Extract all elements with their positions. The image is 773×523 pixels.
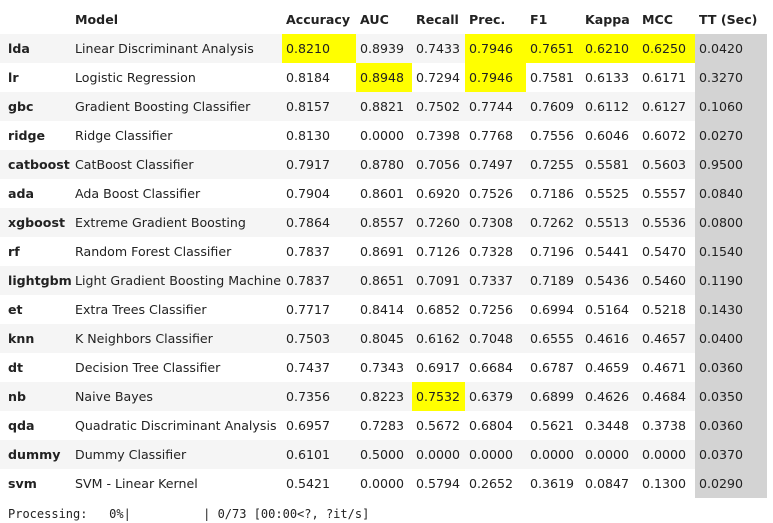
- row-index-cell: lda: [0, 34, 71, 63]
- row-index-cell: gbc: [0, 92, 71, 121]
- f1-cell: 0.6787: [526, 353, 581, 382]
- progress-label: Processing:: [8, 507, 88, 521]
- table-row: [0, 266, 767, 295]
- recall-cell: 0.7126: [412, 237, 465, 266]
- table-header-row: [0, 5, 767, 34]
- table-row: [0, 179, 767, 208]
- tt-cell: 0.0370: [695, 440, 767, 469]
- prec-cell: 0.7946: [465, 34, 526, 63]
- auc-cell: 0.8651: [356, 266, 412, 295]
- row-index-cell: qda: [0, 411, 71, 440]
- model-name-cell: Linear Discriminant Analysis: [71, 34, 282, 63]
- column-header-index: [0, 5, 71, 34]
- accuracy-cell: 0.8210: [282, 34, 356, 63]
- recall-cell: 0.7091: [412, 266, 465, 295]
- prec-cell: 0.6804: [465, 411, 526, 440]
- kappa-cell: 0.5441: [581, 237, 638, 266]
- recall-cell: 0.5672: [412, 411, 465, 440]
- tt-cell: 0.1540: [695, 237, 767, 266]
- tt-cell: 0.0800: [695, 208, 767, 237]
- column-header-kappa: Kappa: [585, 12, 630, 27]
- tt-cell: 0.1430: [695, 295, 767, 324]
- row-index-cell: knn: [0, 324, 71, 353]
- recall-cell: 0.7532: [412, 382, 465, 411]
- mcc-cell: 0.6250: [638, 34, 695, 63]
- model-name-cell: Quadratic Discriminant Analysis: [71, 411, 282, 440]
- mcc-cell: 0.1300: [638, 469, 695, 498]
- mcc-cell: 0.4671: [638, 353, 695, 382]
- accuracy-cell: 0.8157: [282, 92, 356, 121]
- model-name-cell: Ada Boost Classifier: [71, 179, 282, 208]
- table-row: [0, 121, 767, 150]
- prec-cell: 0.7946: [465, 63, 526, 92]
- table-row: [0, 382, 767, 411]
- mcc-cell: 0.5460: [638, 266, 695, 295]
- accuracy-cell: 0.8184: [282, 63, 356, 92]
- column-header-f1: F1: [530, 12, 548, 27]
- table-row: [0, 295, 767, 324]
- kappa-cell: 0.5164: [581, 295, 638, 324]
- auc-cell: 0.8557: [356, 208, 412, 237]
- kappa-cell: 0.6210: [581, 34, 638, 63]
- f1-cell: 0.7189: [526, 266, 581, 295]
- model-name-cell: Random Forest Classifier: [71, 237, 282, 266]
- tt-cell: 0.0360: [695, 353, 767, 382]
- auc-cell: 0.8601: [356, 179, 412, 208]
- table-row: [0, 353, 767, 382]
- mcc-cell: 0.4684: [638, 382, 695, 411]
- accuracy-cell: 0.8130: [282, 121, 356, 150]
- progress-bar: [131, 507, 203, 521]
- tt-cell: 0.0290: [695, 469, 767, 498]
- row-index-cell: dummy: [0, 440, 71, 469]
- accuracy-cell: 0.7837: [282, 266, 356, 295]
- auc-cell: 0.8939: [356, 34, 412, 63]
- accuracy-cell: 0.7917: [282, 150, 356, 179]
- accuracy-cell: 0.7437: [282, 353, 356, 382]
- f1-cell: 0.7581: [526, 63, 581, 92]
- f1-cell: 0.6555: [526, 324, 581, 353]
- progress-percent: 0%: [109, 507, 124, 521]
- recall-cell: 0.6920: [412, 179, 465, 208]
- row-index-cell: ada: [0, 179, 71, 208]
- row-index-cell: nb: [0, 382, 71, 411]
- prec-cell: 0.6684: [465, 353, 526, 382]
- mcc-cell: 0.6171: [638, 63, 695, 92]
- f1-cell: 0.6899: [526, 382, 581, 411]
- row-index-cell: ridge: [0, 121, 71, 150]
- tt-cell: 0.0400: [695, 324, 767, 353]
- kappa-cell: 0.6046: [581, 121, 638, 150]
- column-header-precision: Prec.: [469, 12, 506, 27]
- f1-cell: 0.7262: [526, 208, 581, 237]
- accuracy-cell: 0.7356: [282, 382, 356, 411]
- auc-cell: 0.8948: [356, 63, 412, 92]
- accuracy-cell: 0.7864: [282, 208, 356, 237]
- auc-cell: 0.0000: [356, 121, 412, 150]
- tt-cell: 0.0840: [695, 179, 767, 208]
- model-name-cell: Naive Bayes: [71, 382, 282, 411]
- accuracy-cell: 0.7837: [282, 237, 356, 266]
- auc-cell: 0.7283: [356, 411, 412, 440]
- row-index-cell: lightgbm: [0, 266, 71, 295]
- recall-cell: 0.7056: [412, 150, 465, 179]
- mcc-cell: 0.6127: [638, 92, 695, 121]
- kappa-cell: 0.5581: [581, 150, 638, 179]
- kappa-cell: 0.0000: [581, 440, 638, 469]
- tt-cell: 0.0360: [695, 411, 767, 440]
- auc-cell: 0.8780: [356, 150, 412, 179]
- tt-cell: 0.0270: [695, 121, 767, 150]
- f1-cell: 0.3619: [526, 469, 581, 498]
- mcc-cell: 0.4657: [638, 324, 695, 353]
- row-index-cell: rf: [0, 237, 71, 266]
- model-name-cell: Dummy Classifier: [71, 440, 282, 469]
- accuracy-cell: 0.7503: [282, 324, 356, 353]
- mcc-cell: 0.6072: [638, 121, 695, 150]
- f1-cell: 0.7255: [526, 150, 581, 179]
- accuracy-cell: 0.6957: [282, 411, 356, 440]
- progress-line: Processing: 0%| | 0/73 [00:00<?, ?it/s]: [8, 507, 370, 521]
- prec-cell: 0.6379: [465, 382, 526, 411]
- model-name-cell: Logistic Regression: [71, 63, 282, 92]
- auc-cell: 0.5000: [356, 440, 412, 469]
- column-header-recall: Recall: [416, 12, 459, 27]
- f1-cell: 0.7609: [526, 92, 581, 121]
- recall-cell: 0.6917: [412, 353, 465, 382]
- mcc-cell: 0.5470: [638, 237, 695, 266]
- f1-cell: 0.7556: [526, 121, 581, 150]
- table-row: [0, 411, 767, 440]
- accuracy-cell: 0.7717: [282, 295, 356, 324]
- row-index-cell: et: [0, 295, 71, 324]
- f1-cell: 0.0000: [526, 440, 581, 469]
- row-index-cell: xgboost: [0, 208, 71, 237]
- accuracy-cell: 0.7904: [282, 179, 356, 208]
- accuracy-cell: 0.6101: [282, 440, 356, 469]
- row-index-cell: dt: [0, 353, 71, 382]
- mcc-cell: 0.5536: [638, 208, 695, 237]
- recall-cell: 0.7294: [412, 63, 465, 92]
- tt-cell: 0.1060: [695, 92, 767, 121]
- tt-cell: 0.1190: [695, 266, 767, 295]
- kappa-cell: 0.4659: [581, 353, 638, 382]
- table-row: [0, 237, 767, 266]
- auc-cell: 0.8691: [356, 237, 412, 266]
- model-name-cell: Extreme Gradient Boosting: [71, 208, 282, 237]
- model-name-cell: Extra Trees Classifier: [71, 295, 282, 324]
- tt-cell: 0.9500: [695, 150, 767, 179]
- recall-cell: 0.7398: [412, 121, 465, 150]
- prec-cell: 0.7497: [465, 150, 526, 179]
- mcc-cell: 0.5603: [638, 150, 695, 179]
- auc-cell: 0.7343: [356, 353, 412, 382]
- model-name-cell: Gradient Boosting Classifier: [71, 92, 282, 121]
- table-row: [0, 324, 767, 353]
- row-index-cell: svm: [0, 469, 71, 498]
- prec-cell: 0.7526: [465, 179, 526, 208]
- table-row: [0, 92, 767, 121]
- accuracy-cell: 0.5421: [282, 469, 356, 498]
- mcc-cell: 0.5218: [638, 295, 695, 324]
- progress-timing: [00:00<?, ?it/s]: [253, 507, 370, 521]
- recall-cell: 0.7433: [412, 34, 465, 63]
- row-index-cell: lr: [0, 63, 71, 92]
- table-row: [0, 440, 767, 469]
- auc-cell: 0.8045: [356, 324, 412, 353]
- prec-cell: 0.7744: [465, 92, 526, 121]
- column-header-training-time: TT (Sec): [699, 12, 758, 27]
- model-name-cell: Ridge Classifier: [71, 121, 282, 150]
- prec-cell: 0.2652: [465, 469, 526, 498]
- recall-cell: 0.7260: [412, 208, 465, 237]
- row-index-cell: catboost: [0, 150, 71, 179]
- tt-cell: 0.0350: [695, 382, 767, 411]
- kappa-cell: 0.6133: [581, 63, 638, 92]
- f1-cell: 0.7651: [526, 34, 581, 63]
- table-row: [0, 34, 767, 63]
- prec-cell: 0.7308: [465, 208, 526, 237]
- recall-cell: 0.5794: [412, 469, 465, 498]
- mcc-cell: 0.3738: [638, 411, 695, 440]
- auc-cell: 0.8223: [356, 382, 412, 411]
- column-header-accuracy: Accuracy: [286, 12, 351, 27]
- prec-cell: 0.0000: [465, 440, 526, 469]
- prec-cell: 0.7256: [465, 295, 526, 324]
- table-row: [0, 150, 767, 179]
- f1-cell: 0.5621: [526, 411, 581, 440]
- prec-cell: 0.7048: [465, 324, 526, 353]
- kappa-cell: 0.5513: [581, 208, 638, 237]
- auc-cell: 0.8414: [356, 295, 412, 324]
- prec-cell: 0.7768: [465, 121, 526, 150]
- model-name-cell: K Neighbors Classifier: [71, 324, 282, 353]
- table-row: [0, 63, 767, 92]
- kappa-cell: 0.5436: [581, 266, 638, 295]
- kappa-cell: 0.5525: [581, 179, 638, 208]
- prec-cell: 0.7337: [465, 266, 526, 295]
- progress-count: 0/73: [217, 507, 247, 521]
- table-row: [0, 208, 767, 237]
- recall-cell: 0.7502: [412, 92, 465, 121]
- column-header-model: Model: [75, 12, 119, 27]
- table-row: [0, 469, 767, 498]
- model-name-cell: SVM - Linear Kernel: [71, 469, 282, 498]
- auc-cell: 0.0000: [356, 469, 412, 498]
- f1-cell: 0.7196: [526, 237, 581, 266]
- recall-cell: 0.6162: [412, 324, 465, 353]
- kappa-cell: 0.6112: [581, 92, 638, 121]
- tt-cell: 0.0420: [695, 34, 767, 63]
- kappa-cell: 0.4616: [581, 324, 638, 353]
- model-name-cell: Light Gradient Boosting Machine: [71, 266, 282, 295]
- model-name-cell: Decision Tree Classifier: [71, 353, 282, 382]
- f1-cell: 0.6994: [526, 295, 581, 324]
- column-header-auc: AUC: [360, 12, 389, 27]
- kappa-cell: 0.4626: [581, 382, 638, 411]
- recall-cell: 0.0000: [412, 440, 465, 469]
- model-comparison-table: [0, 5, 767, 498]
- mcc-cell: 0.0000: [638, 440, 695, 469]
- kappa-cell: 0.3448: [581, 411, 638, 440]
- auc-cell: 0.8821: [356, 92, 412, 121]
- column-header-mcc: MCC: [642, 12, 674, 27]
- prec-cell: 0.7328: [465, 237, 526, 266]
- kappa-cell: 0.0847: [581, 469, 638, 498]
- mcc-cell: 0.5557: [638, 179, 695, 208]
- recall-cell: 0.6852: [412, 295, 465, 324]
- f1-cell: 0.7186: [526, 179, 581, 208]
- model-name-cell: CatBoost Classifier: [71, 150, 282, 179]
- tt-cell: 0.3270: [695, 63, 767, 92]
- table-body: [0, 34, 767, 498]
